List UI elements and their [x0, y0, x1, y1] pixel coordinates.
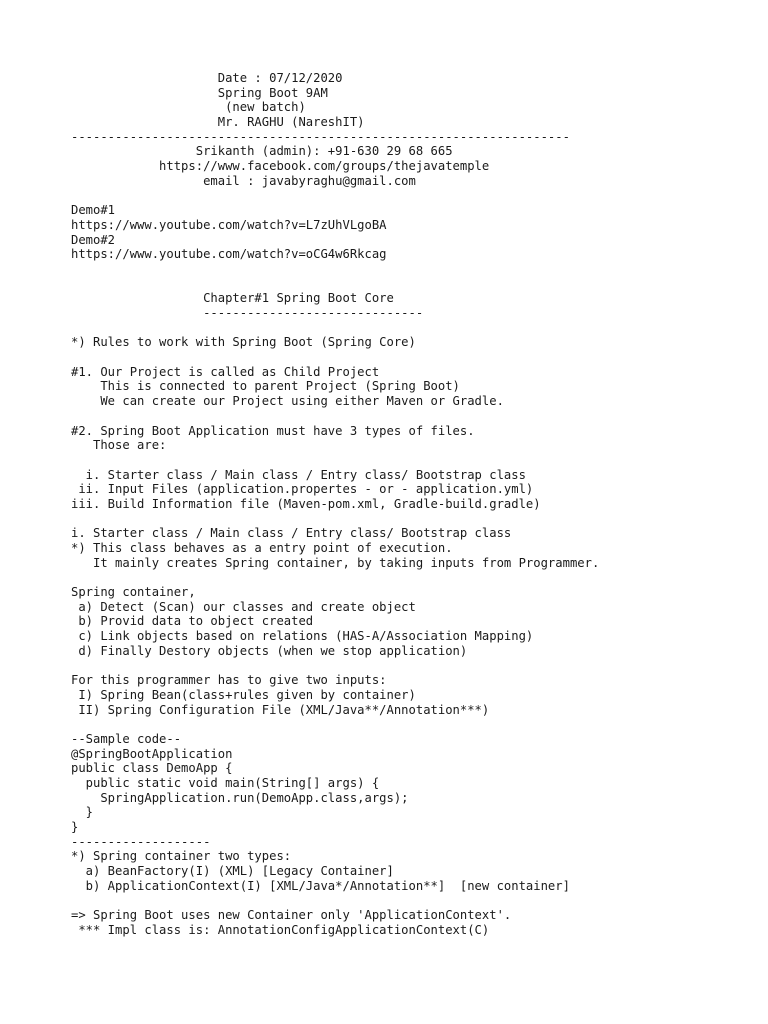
starter-class-text: It mainly creates Spring container, by taking inputs from Programmer. [71, 555, 600, 570]
chapter-heading: Chapter#1 Spring Boot Core [71, 291, 394, 306]
code-line: SpringApplication.run(DemoApp.class,args); [71, 790, 409, 805]
file-type-item: iii. Build Information file (Maven-pom.xml, Gradle-build.gradle) [71, 496, 541, 511]
blank-line [71, 321, 751, 336]
rule-1-title: #1. Our Project is called as Child Project [71, 364, 380, 379]
demo-1-link: https://www.youtube.com/watch?v=L7zUhVLgoBA [71, 217, 387, 232]
code-line: @SpringBootApplication [71, 746, 233, 761]
sample-code-heading: --Sample code-- [71, 731, 182, 746]
blank-line [71, 717, 751, 732]
rule-1-text: We can create our Project using either Maven or Gradle. [71, 394, 504, 409]
starter-class-heading: i. Starter class / Main class / Entry class/ Bootstrap class [71, 526, 512, 541]
admin-contact: Srikanth (admin): +91-630 29 68 665 [71, 144, 453, 159]
section-rules-heading: *) Rules to work with Spring Boot (Spring Core) [71, 335, 416, 350]
email-line: email : javabyraghu@gmail.com [71, 173, 416, 188]
container-type-item: b) ApplicationContext(I) [XML/Java*/Annotation**] [new container] [71, 878, 570, 893]
blank-line [71, 894, 751, 909]
container-type-item: a) BeanFactory(I) (XML) [Legacy Container] [71, 864, 394, 879]
blank-line [71, 409, 751, 424]
separator-line: ------------------- [71, 834, 211, 849]
chapter-underline: ------------------------------ [71, 306, 424, 320]
blank-line [71, 189, 751, 204]
container-item: d) Finally Destory objects (when we stop application) [71, 643, 468, 658]
container-heading: Spring container, [71, 585, 196, 600]
container-item: c) Link objects based on relations (HAS-A/Association Mapping) [71, 629, 534, 644]
inputs-heading: For this programmer has to give two inputs: [71, 673, 387, 688]
demo-1-label: Demo#1 [71, 203, 116, 218]
inputs-item: I) Spring Bean(class+rules given by container) [71, 687, 416, 702]
rule-1-text: This is connected to parent Project (Spring Boot) [71, 379, 460, 394]
blank-line [71, 277, 751, 292]
impl-class-note: *** Impl class is: AnnotationConfigApplicationContext(C) [71, 922, 490, 937]
file-type-item: i. Starter class / Main class / Entry class/ Bootstrap class [71, 467, 526, 482]
code-line: public class DemoApp { [71, 761, 233, 776]
blank-line [71, 350, 751, 365]
date-line: Date : 07/12/2020 [71, 71, 343, 85]
blank-line [71, 512, 751, 527]
blank-line [71, 453, 751, 468]
demo-2-link: https://www.youtube.com/watch?v=oCG4w6Rkcag [71, 247, 387, 262]
file-type-item: ii. Input Files (application.propertes - or - application.yml) [71, 482, 534, 497]
code-line: } [71, 805, 94, 820]
starter-class-text: *) This class behaves as a entry point of execution. [71, 541, 453, 555]
boot-container-note: => Spring Boot uses new Container only 'ApplicationContext'. [71, 908, 512, 923]
document-page [71, 71, 751, 938]
container-item: a) Detect (Scan) our classes and create object [71, 599, 416, 614]
course-title: Spring Boot 9AM [71, 85, 328, 100]
rule-2-text: Those are: [71, 438, 167, 453]
rule-2-title: #2. Spring Boot Application must have 3 types of files. [71, 423, 475, 438]
inputs-item: II) Spring Configuration File (XML/Java**/Annotation***) [71, 702, 490, 717]
demo-2-label: Demo#2 [71, 232, 116, 247]
separator-line: -------------------------------------------------------------------- [71, 129, 570, 144]
blank-line [71, 570, 751, 585]
container-types-heading: *) Spring container two types: [71, 849, 292, 864]
facebook-link: https://www.facebook.com/groups/thejavatemple [71, 159, 490, 174]
container-item: b) Provid data to object created [71, 614, 314, 629]
blank-line [71, 262, 751, 277]
code-line: } [71, 820, 79, 835]
trainer-name: Mr. RAGHU (NareshIT) [71, 115, 365, 130]
batch-note: (new batch) [71, 100, 306, 115]
blank-line [71, 659, 751, 674]
code-line: public static void main(String[] args) { [71, 776, 380, 790]
